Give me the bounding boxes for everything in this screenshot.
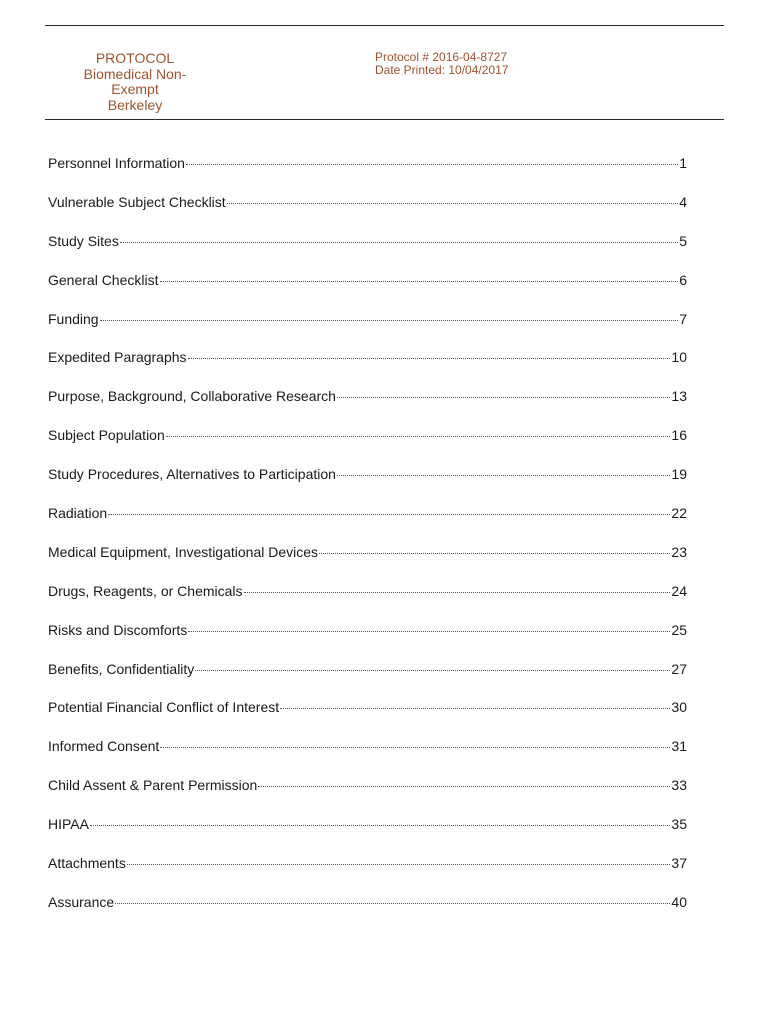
toc-entry[interactable] xyxy=(48,622,687,661)
toc-dot-leader xyxy=(127,864,671,865)
toc-entry-title: Benefits, Confidentiality xyxy=(48,660,195,677)
toc-dot-leader xyxy=(160,281,679,282)
protocol-type-line-1: Biomedical Non- xyxy=(83,65,187,82)
toc-entry[interactable] xyxy=(48,349,687,388)
toc-dot-leader xyxy=(280,708,670,709)
toc-entry-title: Subject Population xyxy=(48,427,165,444)
protocol-label: PROTOCOL xyxy=(95,50,175,66)
toc-entry-page-number: 19 xyxy=(671,466,687,483)
toc-dot-leader xyxy=(188,631,670,632)
toc-dot-leader xyxy=(90,825,670,826)
toc-entry-title: Informed Consent xyxy=(48,738,160,755)
toc-entry-page-number: 16 xyxy=(671,427,687,444)
protocol-number: Protocol # 2016-04-8727 xyxy=(375,50,508,64)
toc-dot-leader xyxy=(166,436,671,437)
toc-entry-page-number: 5 xyxy=(679,232,687,249)
toc-entry[interactable] xyxy=(48,544,687,583)
toc-entry-page-number: 10 xyxy=(671,349,687,366)
toc-entry-title: Personnel Information xyxy=(48,155,185,171)
toc-dot-leader xyxy=(195,670,670,671)
toc-dot-leader xyxy=(120,242,678,243)
toc-dot-leader xyxy=(108,514,670,515)
toc-entry-page-number: 6 xyxy=(679,271,687,288)
toc-dot-leader xyxy=(160,747,670,748)
toc-entry-title: Child Assent & Parent Permission xyxy=(48,777,258,794)
toc-dot-leader xyxy=(337,475,670,476)
toc-dot-leader xyxy=(258,786,670,787)
toc-entry-title: Attachments xyxy=(48,855,126,872)
toc-entry[interactable] xyxy=(48,388,687,427)
toc-entry-page-number: 1 xyxy=(679,155,687,171)
toc-dot-leader xyxy=(319,553,670,554)
header-bottom-rule xyxy=(45,119,724,120)
toc-entry[interactable] xyxy=(48,505,687,544)
toc-entry-page-number: 40 xyxy=(671,893,687,910)
toc-entry[interactable] xyxy=(48,233,687,272)
table-of-contents xyxy=(48,155,687,933)
toc-dot-leader xyxy=(100,320,679,321)
protocol-type-block xyxy=(60,51,210,113)
toc-entry-page-number: 23 xyxy=(671,543,687,560)
toc-entry-page-number: 24 xyxy=(671,582,687,599)
toc-dot-leader xyxy=(227,203,679,204)
toc-entry[interactable] xyxy=(48,699,687,738)
protocol-info-block xyxy=(375,51,508,77)
header-top-rule xyxy=(45,25,724,26)
toc-entry[interactable] xyxy=(48,427,687,466)
toc-entry[interactable] xyxy=(48,155,687,194)
toc-entry[interactable] xyxy=(48,661,687,700)
toc-entry-title: Drugs, Reagents, or Chemicals xyxy=(48,582,243,599)
toc-entry[interactable] xyxy=(48,894,687,933)
toc-entry-title: General Checklist xyxy=(48,271,159,288)
toc-entry-title: Purpose, Background, Collaborative Research xyxy=(48,388,336,405)
toc-dot-leader xyxy=(186,164,678,165)
toc-entry-page-number: 35 xyxy=(671,816,687,833)
toc-entry-title: Medical Equipment, Investigational Devices xyxy=(48,543,319,560)
toc-entry-page-number: 4 xyxy=(679,193,687,210)
toc-entry-title: Expedited Paragraphs xyxy=(48,349,187,366)
toc-entry-title: Study Sites xyxy=(48,232,119,249)
toc-entry-page-number: 27 xyxy=(671,660,687,677)
toc-entry[interactable] xyxy=(48,583,687,622)
toc-dot-leader xyxy=(337,397,670,398)
toc-dot-leader xyxy=(244,592,671,593)
toc-entry-page-number: 7 xyxy=(679,310,687,327)
toc-dot-leader xyxy=(188,358,671,359)
toc-entry-page-number: 33 xyxy=(671,777,687,794)
toc-entry[interactable] xyxy=(48,855,687,894)
toc-entry-page-number: 13 xyxy=(671,388,687,405)
toc-dot-leader xyxy=(115,903,670,904)
toc-entry[interactable] xyxy=(48,194,687,233)
toc-entry[interactable] xyxy=(48,272,687,311)
toc-entry[interactable] xyxy=(48,466,687,505)
toc-entry-page-number: 25 xyxy=(671,621,687,638)
date-printed: Date Printed: 10/04/2017 xyxy=(375,63,509,77)
protocol-type-line-2: Exempt xyxy=(111,81,159,97)
toc-entry-page-number: 30 xyxy=(671,699,687,716)
toc-entry[interactable] xyxy=(48,738,687,777)
protocol-campus: Berkeley xyxy=(107,96,163,113)
toc-entry-title: Assurance xyxy=(48,893,115,910)
toc-entry-title: Risks and Discomforts xyxy=(48,621,188,638)
toc-entry-title: Vulnerable Subject Checklist xyxy=(48,193,226,210)
toc-entry[interactable] xyxy=(48,816,687,855)
toc-entry-title: HIPAA xyxy=(48,816,89,833)
toc-entry[interactable] xyxy=(48,777,687,816)
toc-entry[interactable] xyxy=(48,311,687,350)
toc-entry-title: Funding xyxy=(48,310,99,327)
toc-entry-title: Potential Financial Conflict of Interest xyxy=(48,699,280,716)
toc-entry-page-number: 37 xyxy=(671,855,687,872)
toc-entry-page-number: 31 xyxy=(671,738,687,755)
toc-entry-title: Study Procedures, Alternatives to Participation xyxy=(48,466,336,483)
toc-entry-title: Radiation xyxy=(48,505,108,522)
toc-entry-page-number: 22 xyxy=(671,505,687,522)
